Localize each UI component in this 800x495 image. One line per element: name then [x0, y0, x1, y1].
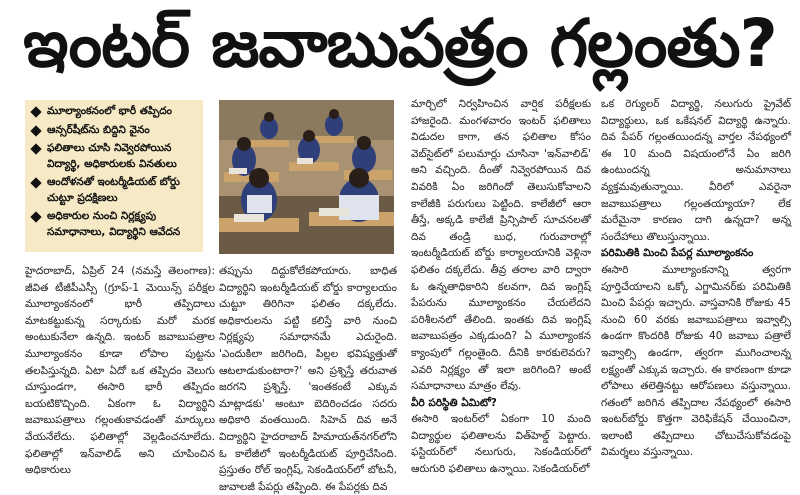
article-column-1	[25, 263, 215, 475]
diamond-bullet-icon	[30, 143, 41, 154]
highlight-text: మూల్యాంకనంలో భారీ తప్పిదం	[47, 105, 172, 117]
exam-hall-illustration	[219, 100, 394, 254]
article-paragraph: ఈసారి మూల్యాంకనాన్ని త్వరగా పూర్తిచేయాలని ఒక్కో ఎగ్జామినర్‌కు పరిమితికి మించి పేపర్లు ఇచ్చారు. వాస్తవానికి రోజుకు 45 నుంచి 60 వరకు జవాబుపత్రాలు ఇవ్వాల్సి ఉండగా కొందరికి రోజుకు 40 జవాబు పత్రాలే ఇవ్వాల్సి ఉండగా, త్వరగా ముగించాలన్న లక్ష్యంతో ఎక్కువ ఇచ్చారు. ఈ కారణంగా కూడా లోపాలు తలెత్తినట్టు ఆరోపణలు వస్తున్నాయి. గతంలో జరిగిన తప్పిదాల నేపథ్యంలో ఈసారి ఇంటర్‌బోర్డు కొత్తగా వెరిఫికేషన్ చేయించినా, ఇలాంటి తప్పిదాలు చోటుచేసుకోవడంపై విమర్శలు వస్తున్నాయి.	[601, 263, 791, 459]
highlights-list	[31, 104, 197, 240]
page-headline: ఇంటర్ జవాబుపత్రం గల్లంతు?	[23, 5, 777, 82]
article-column-2	[219, 263, 397, 493]
highlight-text: అధికారుల నుంచి నిర్లక్ష్యపు సమాధానాలు, విద్యార్థిని ఆవేదన	[47, 210, 181, 238]
highlight-item	[31, 123, 197, 139]
highlight-item	[31, 141, 197, 172]
diamond-bullet-icon	[30, 177, 41, 188]
article-column-3	[411, 96, 591, 475]
article-paragraph: హైదరాబాద్, ఏప్రిల్ 24 (నమస్తే తెలంగాణ): జీవిత టీజీపీఎస్సీ (గ్రూప్-1 మెయిన్స్ పరీక్షల మూల్యాంకనంలో భారీ తప్పిదాలు మాటకట్టుకున్న సర్కారుకు మరో మరక అంటుకునేలా ఉన్నది. ఇంటర్ జవాబుపత్రాల మూల్యాంకనం కూడా లోపాల పుట్టను తలపిస్తున్నది. ఏటా ఏదో ఒక తప్పిదం వెలుగు చూస్తుండగా, ఈసారి భారీ తప్పిదం బయటికొచ్చింది. ఏకంగా ఓ విద్యార్థిని జవాబుపత్రాలు గల్లంతుకావడంతో మార్కులు వేయనేలేదు. ఫలితాల్లో వెల్లడించనూలేదు. ఫలితాల్లో ఇన్‌వాలిడ్ అని చూపించిన అధికారులు	[25, 265, 215, 477]
highlights-box	[25, 100, 203, 252]
diamond-bullet-icon	[30, 211, 41, 222]
article-column-4	[601, 96, 791, 475]
students-writing-exam-photo	[219, 100, 394, 254]
article-paragraph: ఒక రెగ్యులర్ విద్యార్థి, నలుగురు ప్రైవేట్ విద్యార్థులు, ఒక ఒకేషనల్ విద్యార్థి ఉన్నారు. దివ పేపర్ గల్లంతయిందన్న వార్తల నేపథ్యంలో ఈ 10 మంది విషయంలోనే ఏం జరిగి ఉంటుందన్న అనుమానాలు వ్యక్తమవుతున్నాయి. వీరిలో ఎవరైనా జవాబుపత్రాలు గల్లంతయ్యాయా? లేక మరేమైనా కారణం దాగి ఉన్నదా? అన్న సందేహాలు తొలుస్తున్నాయి.	[601, 98, 791, 243]
highlight-item	[31, 175, 197, 206]
highlight-text: ఆందోళనతో ఇంటర్మీడియట్ బోర్డు చుట్టూ ప్రదక్షిణలు	[47, 176, 180, 204]
highlight-text: ఫలితాలు చూసి నివ్వెరపోయిన విద్యార్థి, అధికారులకు వినతులు	[47, 142, 177, 170]
highlight-item	[31, 209, 197, 240]
section-subheading: పరిమితికి మించి పేపర్ల మూల్యాంకనం	[601, 247, 754, 260]
section-subheading: వీరి పరిస్థితి ఏమిటో?	[411, 396, 497, 409]
diamond-bullet-icon	[30, 106, 41, 117]
article-paragraph: మార్చిలో నిర్వహించిన వార్షిక పరీక్షలకు హాజరైంది. మంగళవారం ఇంటర్ ఫలితాలు విడుదల కాగా, తన ఫలితాల కోసం వెబ్‌సైట్‌లో పలుమార్లు చూసినా 'ఇన్‌వాలిడ్' అని వచ్చింది. దీంతో నివ్వెరపోయిన దివ వివరికి ఏం జరిగిందో తెలుసుకోవాలని కాలేజీకి పరుగులు పెట్టింది. కాలేజీలో ఆరా తీస్తే, అక్కడి కాలేజీ ప్రిన్సిపాల్ సూచనలతో దివ తండ్రి బుధ, గురువారాల్లో ఇంటర్మీడియట్ బోర్డు కార్యాలయానికి వెళ్లినా ఫలితం దక్కలేదు. తీవ్ర తరాల వారి ద్వారా ఓ ఉన్నతాధికారిని కలవగా, దివ ఇంగ్లిష్ పేపరును మూల్యాంకనం చేయలేదని పరిశీలనలో తేలింది. ఇంతకు దివ ఇంగ్లిష్ జవాబుపత్రం ఎక్కడుంది? ఏ మూల్యాంకన క్యాంపులో గల్లంతైంది. దీనికి కారకులెవరు? ఎవరి నిర్లక్ష్యం తో ఇలా జరిగింది? అంటే సమాధానాలు మాత్రం లేవు.	[411, 98, 591, 393]
highlight-text: ఆన్సర్‌షీట్‌ను బిద్దిని వైనం	[47, 123, 150, 136]
highlight-item	[31, 104, 197, 120]
article-paragraph: ఈసారి ఇంటర్‌లో ఏకంగా 10 మంది విద్యార్థుల ఫలితాలను విత్‌హెల్డ్ పెట్టారు. ఫస్టియర్‌లో నలుగురు, సెకండియర్‌లో ఆరుగురి ఫలితాలు ఉన్నాయి. సెకండియర్‌లో	[411, 413, 591, 476]
diamond-bullet-icon	[30, 125, 41, 136]
article-paragraph: తప్పును దిద్దుకోలేకపోయారు. బాధిత విద్యార్థిని ఇంటర్మీడియట్ బోర్డు కార్యాలయం చుట్టూ తిరిగినా ఫలితం దక్కలేదు. అధికారులను పట్టి కలిస్తే వారి నుంచి నిర్లక్ష్యపు సమాధానమే ఎదురైంది. 'ఎందుకిలా జరిగింది, పిల్లల భవిష్యత్తుతో ఆటలాడుకుంటారా?' అని ప్రశ్నిస్తే తరువాత జరగని ప్రశ్నిస్తే. 'ఇంతకంటే ఎక్కువ మాట్లాడకు' అంటూ బెదిరించడం సదరు అధికారి వంతయింది. సిహెచ్ దివ అనే విద్యార్థిని హైదరాబాద్ హిమాయత్‌నగర్‌లోని ఓ కాలేజీలో ఇంటర్మీడియట్ పూర్తిచేసింది. ప్రస్తుతం రోల్ ఇంగ్లిష్, సెకండియర్‌లో బోటనీ, జువాలజీ పేపర్లు తప్పింది. ఈ పేపర్లకు దివ	[219, 265, 397, 493]
